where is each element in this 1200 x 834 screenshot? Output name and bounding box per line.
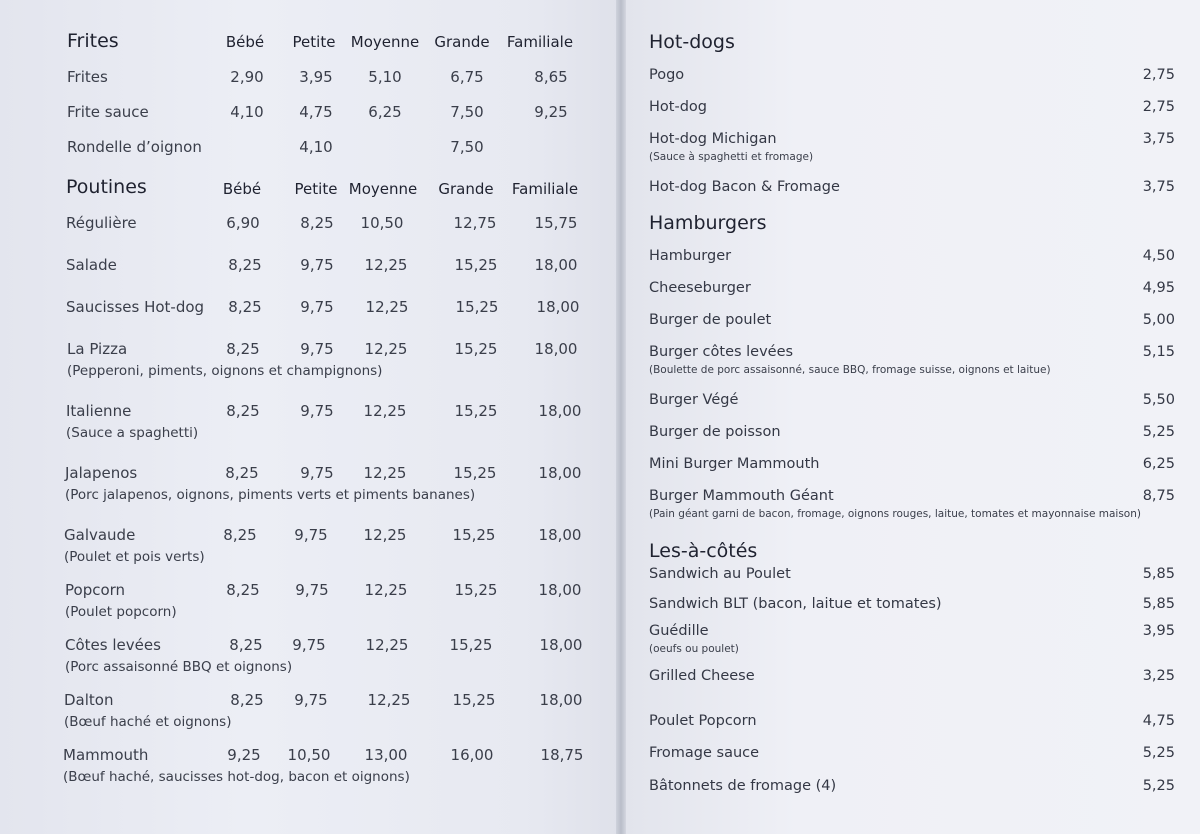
- menu-item-price: 12,25: [364, 340, 408, 358]
- menu-item-price: 8,25: [228, 256, 262, 274]
- menu-item-price: 5,25: [1142, 778, 1175, 794]
- menu-item-price: 8,25: [226, 581, 260, 599]
- menu-item-price: 8,25: [226, 340, 260, 358]
- menu-item-name: Bâtonnets de fromage (4): [649, 778, 837, 794]
- menu-item-name: Cheeseburger: [649, 280, 751, 296]
- menu-item-price: 15,25: [452, 526, 496, 544]
- menu-item-price: 2,75: [1142, 67, 1175, 83]
- section-title-hamburgers: Hamburgers: [649, 212, 767, 234]
- menu-item-name: Burger de poulet: [649, 312, 772, 328]
- menu-item-price: 15,25: [453, 464, 497, 482]
- size-header: Moyenne: [350, 33, 420, 51]
- menu-item-price: 15,25: [454, 256, 498, 274]
- menu-item-price: 9,75: [292, 636, 326, 654]
- menu-item-price: 15,25: [455, 298, 499, 316]
- menu-item-name: Frites: [67, 68, 108, 86]
- menu-item-name: Saucisses Hot-dog: [66, 298, 205, 316]
- menu-item-price: 10,50: [287, 746, 331, 764]
- menu-item-name: Sandwich BLT (bacon, laitue et tomates): [649, 596, 942, 612]
- menu-item-price: 6,75: [450, 68, 484, 86]
- section-title-poutines: Poutines: [66, 176, 147, 198]
- menu-item-price: 12,25: [367, 691, 411, 709]
- menu-item-price: 9,75: [300, 256, 334, 274]
- menu-item-description: (Porc assaisonné BBQ et oignons): [65, 659, 293, 675]
- menu-item-name: Burger côtes levées: [649, 344, 794, 360]
- size-header: Grande: [434, 33, 490, 51]
- menu-item-price: 12,25: [365, 298, 409, 316]
- size-header: Bébé: [225, 33, 265, 51]
- menu-item-price: 9,75: [300, 340, 334, 358]
- menu-item-price: 9,75: [300, 402, 334, 420]
- menu-item-description: (Bœuf haché, saucisses hot-dog, bacon et oignons): [63, 769, 410, 785]
- menu-item-price: 9,25: [227, 746, 261, 764]
- menu-item-price: 4,75: [299, 103, 333, 121]
- menu-item-description: (Pepperoni, piments, oignons et champignons): [67, 363, 383, 379]
- menu-item-price: 12,25: [365, 636, 409, 654]
- page-fold: [616, 0, 626, 834]
- menu-right-page: [624, 0, 1200, 834]
- size-header: Grande: [438, 180, 494, 198]
- menu-item-price: 5,00: [1142, 312, 1175, 328]
- menu-item-name: Mini Burger Mammouth: [649, 456, 820, 472]
- menu-item-description: (Poulet et pois verts): [64, 549, 205, 565]
- menu-item-name: Galvaude: [64, 526, 136, 544]
- menu-item-price: 18,00: [534, 256, 578, 274]
- menu-item-name: Burger Mammouth Géant: [649, 488, 834, 504]
- menu-item-price: 9,75: [300, 464, 334, 482]
- menu-item-price: 13,00: [364, 746, 408, 764]
- menu-item-name: Jalapenos: [65, 464, 138, 482]
- menu-item-price: 2,75: [1142, 99, 1175, 115]
- menu-item-price: 8,25: [226, 402, 260, 420]
- menu-item-name: Hamburger: [649, 248, 732, 264]
- menu-item-name: Hot-dog Michigan: [649, 131, 777, 147]
- section-title-hot-dogs: Hot-dogs: [649, 31, 735, 53]
- menu-item-name: Guédille: [649, 623, 709, 639]
- menu-item-price: 8,65: [534, 68, 568, 86]
- menu-item-price: 8,25: [225, 464, 259, 482]
- menu-item-price: 5,25: [1142, 745, 1175, 761]
- menu-item-price: 5,85: [1142, 566, 1175, 582]
- menu-item-description: (Sauce à spaghetti et fromage): [649, 151, 814, 163]
- menu-item-name: Pogo: [649, 67, 685, 83]
- menu-item-price: 5,50: [1142, 392, 1175, 408]
- menu-item-name: La Pizza: [67, 340, 128, 358]
- menu-item-name: Fromage sauce: [649, 745, 760, 761]
- menu-item-name: Rondelle d’oignon: [67, 138, 202, 156]
- menu-item-description: (Poulet popcorn): [65, 604, 177, 620]
- menu-item-price: 5,85: [1142, 596, 1175, 612]
- menu-item-price: 5,15: [1142, 344, 1175, 360]
- menu-item-price: 4,50: [1142, 248, 1175, 264]
- menu-item-price: 8,25: [230, 691, 264, 709]
- menu-item-price: 16,00: [450, 746, 494, 764]
- menu-item-name: Côtes levées: [65, 636, 161, 654]
- menu-item-price: 5,25: [1142, 424, 1175, 440]
- menu-item-name: Mammouth: [63, 746, 149, 764]
- menu-item-price: 18,00: [539, 636, 583, 654]
- menu-item-price: 8,25: [223, 526, 257, 544]
- menu-item-name: Popcorn: [65, 581, 126, 599]
- menu-item-price: 15,75: [534, 214, 578, 232]
- menu-item-price: 6,90: [226, 214, 260, 232]
- size-header: Familiale: [506, 33, 574, 51]
- menu-item-name: Grilled Cheese: [649, 668, 755, 684]
- menu-item-name: Sandwich au Poulet: [649, 566, 791, 582]
- menu-item-price: 7,50: [450, 138, 484, 156]
- menu-item-price: 18,75: [540, 746, 584, 764]
- menu-item-price: 18,00: [538, 581, 582, 599]
- menu-item-price: 3,75: [1142, 131, 1175, 147]
- menu-item-price: 8,25: [228, 298, 262, 316]
- menu-item-description: (Bœuf haché et oignons): [64, 714, 232, 730]
- menu-item-price: 4,10: [299, 138, 333, 156]
- section-title-frites: Frites: [67, 30, 119, 52]
- menu-item-description: (Sauce a spaghetti): [66, 425, 199, 441]
- menu-item-name: Burger Végé: [649, 392, 739, 408]
- menu-item-price: 2,90: [230, 68, 264, 86]
- menu-item-price: 3,95: [299, 68, 333, 86]
- menu-item-description: (Boulette de porc assaisonné, sauce BBQ, fromage suisse, oignons et laitue): [649, 364, 1051, 376]
- menu-item-description: (Porc jalapenos, oignons, piments verts et piments bananes): [65, 487, 476, 503]
- menu-item-name: Burger de poisson: [649, 424, 781, 440]
- menu-item-name: Poulet Popcorn: [649, 713, 757, 729]
- menu-item-price: 12,25: [364, 256, 408, 274]
- menu-item-name: Dalton: [64, 691, 114, 709]
- size-header: Bébé: [222, 180, 262, 198]
- menu-item-price: 15,25: [454, 581, 498, 599]
- menu-item-price: 8,25: [300, 214, 334, 232]
- size-header: Petite: [292, 33, 336, 51]
- size-header: Petite: [294, 180, 338, 198]
- menu-item-name: Italienne: [66, 402, 132, 420]
- menu-item-price: 12,25: [363, 464, 407, 482]
- menu-item-description: (oeufs ou poulet): [649, 643, 739, 655]
- menu-item-price: 6,25: [368, 103, 402, 121]
- section-title-les-a-cotes: Les-à-côtés: [649, 540, 758, 562]
- menu-item-price: 15,25: [454, 402, 498, 420]
- menu-item-name: Hot-dog: [649, 99, 707, 115]
- menu-item-price: 18,00: [536, 298, 580, 316]
- menu-item-price: 9,25: [534, 103, 568, 121]
- menu-item-price: 8,75: [1142, 488, 1175, 504]
- menu-item-price: 12,25: [363, 526, 407, 544]
- size-header: Moyenne: [348, 180, 418, 198]
- menu-item-price: 4,95: [1142, 280, 1175, 296]
- menu-item-price: 6,25: [1142, 456, 1175, 472]
- menu-item-price: 3,75: [1142, 179, 1175, 195]
- menu-item-price: 9,75: [294, 526, 328, 544]
- menu-item-price: 7,50: [450, 103, 484, 121]
- size-header: Familiale: [511, 180, 579, 198]
- menu-item-price: 18,00: [538, 526, 582, 544]
- menu-item-price: 4,10: [230, 103, 264, 121]
- menu-item-price: 18,00: [539, 691, 583, 709]
- menu-item-price: 12,25: [364, 581, 408, 599]
- menu-item-price: 15,25: [454, 340, 498, 358]
- menu-item-price: 9,75: [295, 581, 329, 599]
- menu-item-price: 15,25: [449, 636, 493, 654]
- menu-item-price: 18,00: [538, 402, 582, 420]
- menu-item-price: 3,95: [1142, 623, 1175, 639]
- menu-item-price: 4,75: [1142, 713, 1175, 729]
- menu-item-price: 18,00: [534, 340, 578, 358]
- menu-item-name: Régulière: [66, 214, 137, 232]
- menu-item-name: Hot-dog Bacon & Fromage: [649, 179, 840, 195]
- menu-item-price: 8,25: [229, 636, 263, 654]
- menu-item-price: 15,25: [452, 691, 496, 709]
- menu-item-price: 9,75: [294, 691, 328, 709]
- menu-item-price: 12,75: [453, 214, 497, 232]
- menu-item-name: Frite sauce: [67, 103, 149, 121]
- menu-item-price: 12,25: [363, 402, 407, 420]
- menu-item-price: 9,75: [300, 298, 334, 316]
- menu-item-description: (Pain géant garni de bacon, fromage, oignons rouges, laitue, tomates et mayonnaise maison): [649, 508, 1141, 520]
- menu-item-price: 3,25: [1142, 668, 1175, 684]
- menu-item-price: 5,10: [368, 68, 402, 86]
- menu-item-price: 18,00: [538, 464, 582, 482]
- menu-item-price: 10,50: [360, 214, 404, 232]
- menu-item-name: Salade: [66, 256, 117, 274]
